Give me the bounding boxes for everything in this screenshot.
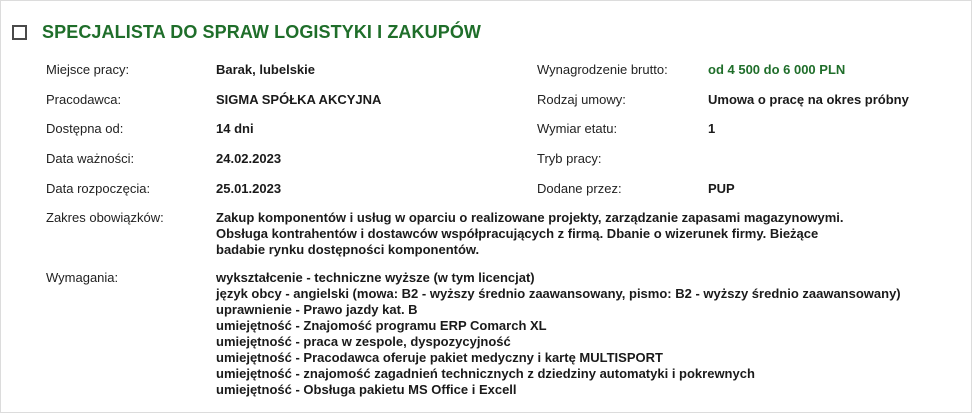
field-label-employer: Pracodawca:: [46, 92, 122, 107]
field-label-work-time: Wymiar etatu:: [537, 121, 618, 136]
select-offer-checkbox[interactable]: [12, 25, 27, 40]
field-label-expiry-date: Data ważności:: [46, 151, 135, 166]
requirement-item: umiejętność - znajomość zagadnień technicznych z dziedziny automatyki i pokrewnych: [216, 366, 755, 381]
offer-title[interactable]: SPECJALISTA DO SPRAW LOGISTYKI I ZAKUPÓW: [42, 22, 482, 42]
field-value-added-by: PUP: [708, 181, 735, 196]
requirement-item: umiejętność - Znajomość programu ERP Comarch XL: [216, 318, 547, 333]
field-value-work-time: 1: [708, 121, 716, 136]
field-label-salary: Wynagrodzenie brutto:: [537, 62, 668, 77]
field-label-contract-type: Rodzaj umowy:: [537, 92, 626, 107]
requirement-item: wykształcenie - techniczne wyższe (w tym licencjat): [216, 270, 535, 285]
offer-header: [12, 21, 481, 43]
requirement-item: umiejętność - Obsługa pakietu MS Office i Excell: [216, 382, 517, 397]
field-label-added-by: Dodane przez:: [537, 181, 622, 196]
requirements-list: [216, 270, 901, 398]
requirement-item: umiejętność - praca w zespole, dyspozycyjność: [216, 334, 511, 349]
field-value-employer: SIGMA SPÓŁKA AKCYJNA: [216, 92, 382, 107]
requirement-item: umiejętność - Pracodawca oferuje pakiet medyczny i kartę MULTISPORT: [216, 350, 663, 365]
field-value-expiry-date: 24.02.2023: [216, 151, 282, 166]
field-value-contract-type: Umowa o pracę na okres próbny: [708, 92, 909, 107]
field-label-work-mode: Tryb pracy:: [537, 151, 602, 166]
field-value-salary: od 4 500 do 6 000 PLN: [708, 62, 846, 77]
field-value-duties: Zakup komponentów i usług w oparciu o realizowane projekty, zarządzanie zapasami magazynowymi. Obsługa kontrahentów i dostawców współpracujących z firmą. Dbanie o wizerunek firmy. Bieżące badabie rynku dostępności komponentów.: [216, 210, 844, 257]
requirement-item: uprawnienie - Prawo jazdy kat. B: [216, 302, 418, 317]
field-label-available-from: Dostępna od:: [46, 121, 124, 136]
field-label-requirements: Wymagania:: [46, 270, 119, 285]
field-label-location: Miejsce pracy:: [46, 62, 130, 77]
field-value-location: Barak, lubelskie: [216, 62, 315, 77]
field-label-duties: Zakres obowiązków:: [46, 210, 164, 225]
field-value-start-date: 25.01.2023: [216, 181, 282, 196]
field-value-available-from: 14 dni: [216, 121, 254, 136]
requirement-item: język obcy - angielski (mowa: B2 - wyższy średnio zaawansowany, pismo: B2 - wyższy średnio zaawansowany): [216, 286, 901, 301]
field-label-start-date: Data rozpoczęcia:: [46, 181, 151, 196]
